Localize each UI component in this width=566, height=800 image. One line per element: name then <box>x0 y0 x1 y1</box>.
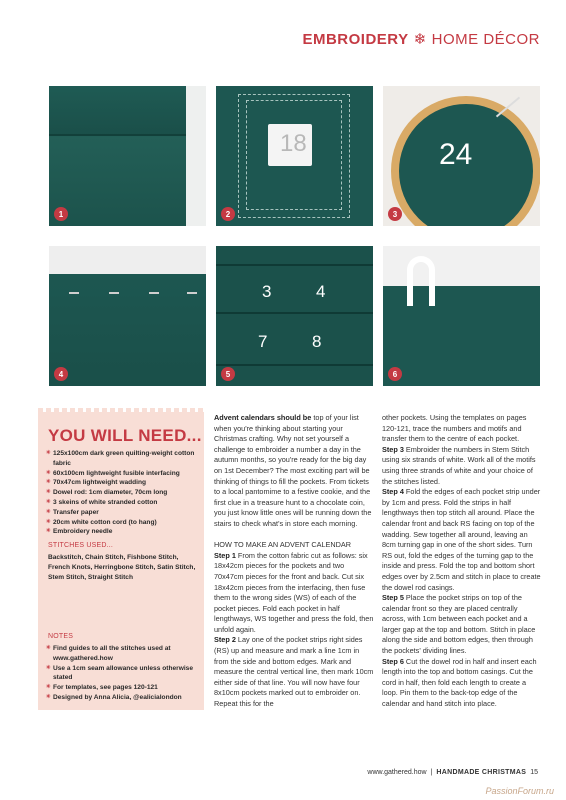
step-photo-6 <box>383 246 540 386</box>
step-photo-5 <box>216 246 373 386</box>
page-footer <box>367 769 538 776</box>
photo-number-badge: 2 <box>221 207 235 221</box>
watermark: PassionForum.ru <box>485 786 554 796</box>
embroidered-number: 3 <box>262 282 272 301</box>
step-6: Step 6 Cut the dowel rod in half and insert each length into the top and bottom casings. Cut the cord in half, then fold each length to create a loop. Pin them to the back-top edge of the calendar and hand stitch into place. <box>382 656 537 709</box>
step-1: Step 1 From the cotton fabric cut as follows: six 18x42cm pieces for the pockets and two 70x47cm pieces for the front and back. Cut six 18x42cm pieces from the interfacing, then fuse them to the wrong sides (WS) of each of the pocket pieces. Fold each pocket in half lengthways, WS together and press the fold, then unfold again. <box>214 550 374 634</box>
subcategory-label: HOME DÉCOR <box>431 30 540 48</box>
footer-url: www.gathered.how <box>367 769 427 776</box>
cord-loop <box>407 256 435 306</box>
section-header <box>302 30 540 48</box>
step-2: Step 2 Lay one of the pocket strips right sides (RS) up and measure and mark a line 1cm in from the side and bottom edges. Mark and measure the central vertical line, then mark 10cm either side of that line. You will now have four 8x10cm pockets marked out to embroider on. Repeat this for the <box>214 635 374 709</box>
magazine-name: HANDMADE CHRISTMAS <box>436 769 527 776</box>
step-4: Step 4 Fold the edges of each pocket strip under by 1cm and press. Fold the strips in half lengthways then top stitch all around. Place the calendar front and back RS facing on top of the wadding. Sew together all around, leaving an 8cm turning gap in one of the short sides. Turn RS out, fold the edges of the turning gap to the inside and press. Fold the top and bottom short edges over by 2.5cm and stitch in place to create the dowel rod casings. <box>382 487 541 592</box>
list-item: ✳ 60x100cm lightweight fusible interfacing <box>46 469 202 479</box>
list-item: ✳ 125x100cm dark green quilting-weight cotton fabric <box>46 449 202 469</box>
footer-separator: | <box>430 769 433 776</box>
continued-text: other pockets. Using the templates on pages 120-121, trace the numbers and motifs and transfer them to the centre of each pocket. <box>382 413 527 444</box>
step-photo-3 <box>383 86 540 226</box>
stitches-title: STITCHES USED... <box>48 542 114 549</box>
photo-number-badge: 3 <box>388 207 402 221</box>
step-5: Step 5 Place the pocket strips on top of the calendar front so they are placed centrally across, with 1cm between each pocket and a larger gap at the top and bottom. Stitch in place along the side and bottom edges, then through the pockets' dividing lines. <box>382 593 536 656</box>
list-item: ✳ 70x47cm lightweight wadding <box>46 478 202 488</box>
photo-number-badge: 1 <box>54 207 68 221</box>
materials-title: YOU WILL NEED... <box>48 426 202 445</box>
notes-list <box>46 644 202 703</box>
category-label: EMBROIDERY <box>302 30 409 48</box>
page-number: 15 <box>530 769 538 776</box>
photo-number-badge: 5 <box>221 367 235 381</box>
step-photo-4 <box>49 246 206 386</box>
embroidered-number: 4 <box>316 282 326 301</box>
list-item: ✳ Embroidery needle <box>46 527 202 537</box>
intro-paragraph: Advent calendars should be top of your list when you're thinking about starting your Christmas crafting. Why not set yourself a challenge to embroider a number a day in the autumn months, so you're ready for the big day on 1st December? The most exciting part will be thinking of things to fill the pockets. From tickets to a local pantomime to a festive cookie, and the first clue in a treasure hunt to a chocolate coin, you just know little ones will be running down the stairs to check what's in store each morning. <box>214 413 372 528</box>
article-column-1 <box>214 413 374 710</box>
list-item: ✳ Find guides to all the stitches used at www.gathered.how <box>46 644 202 664</box>
snowflake-icon: ❄ <box>413 31 427 48</box>
stitches-text: Backstitch, Chain Stitch, Fishbone Stitch, French Knots, Herringbone Stitch, Satin Stitch, Stem Stitch, Straight Stitch <box>48 554 196 581</box>
step-photo-2 <box>216 86 373 226</box>
article-column-2 <box>382 413 542 710</box>
step-photo-1 <box>49 86 206 226</box>
photo-number-badge: 6 <box>388 367 402 381</box>
materials-box <box>38 412 204 710</box>
list-item: ✳ For templates, see pages 120-121 <box>46 683 202 693</box>
list-item: ✳ Use a 1cm seam allowance unless otherwise stated <box>46 664 202 684</box>
step-3: Step 3 Embroider the numbers in Stem Stitch using six strands of white. Work all of the motifs using three strands of white and your choice of the stitches listed. <box>382 444 536 486</box>
notes-title: NOTES <box>48 633 74 640</box>
embroidered-number: 8 <box>312 332 322 351</box>
howto-title: HOW TO MAKE AN ADVENT CALENDAR <box>214 540 352 550</box>
embroidered-number: 24 <box>439 138 473 171</box>
list-item: ✳ 20cm white cotton cord (to hang) <box>46 518 202 528</box>
transfer-paper: 18 <box>268 124 312 166</box>
list-item: ✳ Transfer paper <box>46 508 202 518</box>
photo-number-badge: 4 <box>54 367 68 381</box>
list-item: ✳ 3 skeins of white stranded cotton <box>46 498 202 508</box>
list-item: ✳ Dowel rod: 1cm diameter, 70cm long <box>46 488 202 498</box>
embroidered-number: 7 <box>258 332 268 351</box>
materials-list <box>46 449 202 537</box>
list-item: ✳ Designed by Anna Alicia, @ealicialondon <box>46 693 202 703</box>
